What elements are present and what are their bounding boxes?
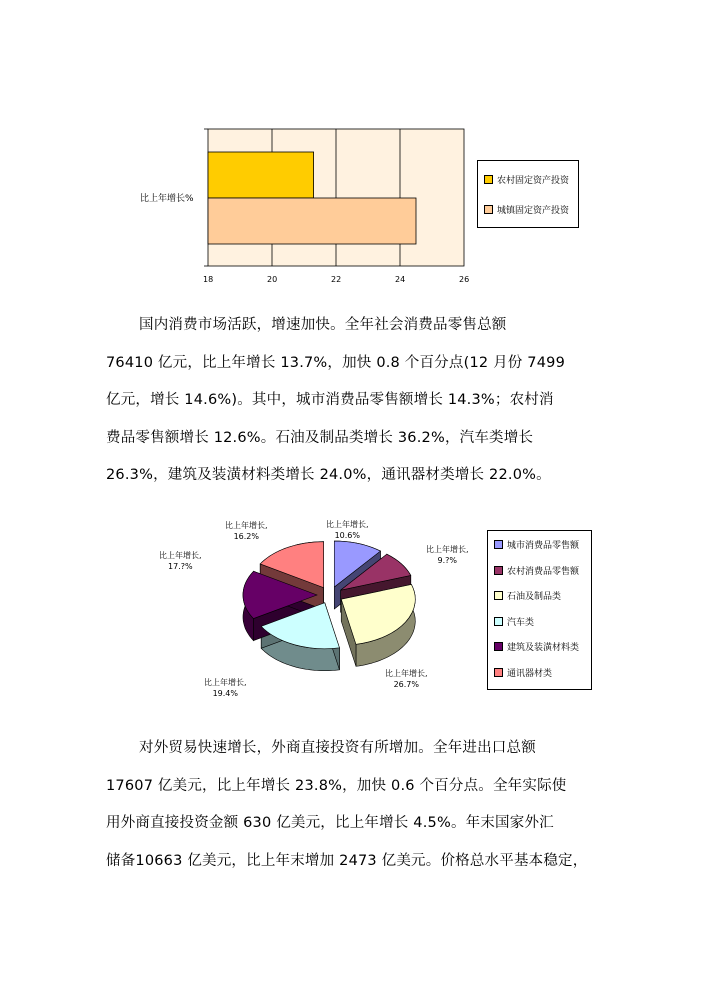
pie-legend [487, 530, 592, 690]
legend-label: 建筑及装潢材料类 [507, 643, 580, 653]
text-line: 对外贸易快速增长，外商直接投资有所增加。全年进出口总额 [139, 740, 536, 756]
text-line: 76410 亿元，比上年增长 13.7%，加快 0.8 个百分点(12 月份 7499 [106, 354, 566, 371]
pie-chart [140, 515, 600, 705]
legend-swatch [494, 642, 503, 651]
text-line: 17607 亿美元，比上年增长 23.8%，加快 0.6 个百分点。全年实际使 [106, 777, 567, 794]
bar-category-label: 比上年增长% [140, 194, 194, 204]
pie-legend-item [494, 589, 561, 602]
text-line: 26.3%，建筑及装潢材料类增长 24.0%，通讯器材类增长 22.0%。 [106, 467, 551, 483]
bar-legend-item [484, 173, 569, 186]
legend-label: 汽车类 [507, 617, 535, 628]
text-line: 国内消费市场活跃，增速加快。全年社会消费品零售总额 [139, 317, 507, 333]
x-tick-label: 24 [395, 275, 406, 284]
legend-swatch [484, 205, 493, 214]
text-line: 亿元，增长 14.6%)。其中，城市消费品零售额增长 14.3%；农村消 [106, 392, 554, 408]
pie-legend-item [494, 666, 552, 679]
pie-legend-item [494, 615, 534, 628]
paragraph-trade [106, 730, 586, 880]
pie-legend-item [494, 564, 579, 577]
legend-label: 农村固定资产投资 [497, 176, 570, 186]
text-line: 储备10663 亿美元，比上年末增加 2473 亿美元。价格总水平基本稳定， [106, 852, 588, 869]
x-tick-label: 22 [331, 275, 342, 284]
legend-swatch [494, 591, 503, 600]
slice-label: 比上年增长, 10.6% [326, 520, 369, 540]
legend-swatch [494, 566, 503, 575]
paragraph-consumption [106, 307, 586, 495]
slice-label: 比上年增长, 16.2% [225, 521, 268, 541]
x-tick-label: 26 [459, 275, 470, 284]
slice-label: 比上年增长, 26.7% [385, 669, 428, 689]
legend-swatch [494, 668, 503, 677]
legend-swatch [494, 617, 503, 626]
x-tick-label: 20 [267, 275, 278, 284]
legend-label: 城镇固定资产投资 [497, 206, 570, 216]
legend-label: 农村消费品零售额 [507, 566, 580, 577]
bar [208, 198, 416, 244]
bar [208, 152, 314, 198]
legend-label: 石油及制品类 [507, 592, 562, 602]
bar-chart [140, 124, 580, 294]
legend-swatch [494, 540, 503, 549]
legend-label: 通讯器材类 [507, 668, 553, 679]
text-line: 费品零售额增长 12.6%。石油及制品类增长 36.2%，汽车类增长 [106, 429, 534, 446]
legend-label: 城市消费品零售额 [507, 541, 580, 551]
bar-legend-item [484, 203, 569, 216]
x-tick-label: 18 [203, 275, 214, 284]
pie-legend-item [494, 538, 579, 551]
pie-tops [243, 541, 415, 649]
slice-label: 比上年增长, 17.?% [159, 551, 202, 571]
bar-legend [477, 160, 579, 228]
legend-swatch [484, 175, 493, 184]
slice-label: 比上年增长, 9.?% [426, 545, 469, 565]
pie-legend-item [494, 640, 579, 653]
slice-label: 比上年增长, 19.4% [204, 678, 247, 698]
text-line: 用外商直接投资金额 630 亿美元，比上年增长 4.5%。年末国家外汇 [106, 815, 554, 831]
